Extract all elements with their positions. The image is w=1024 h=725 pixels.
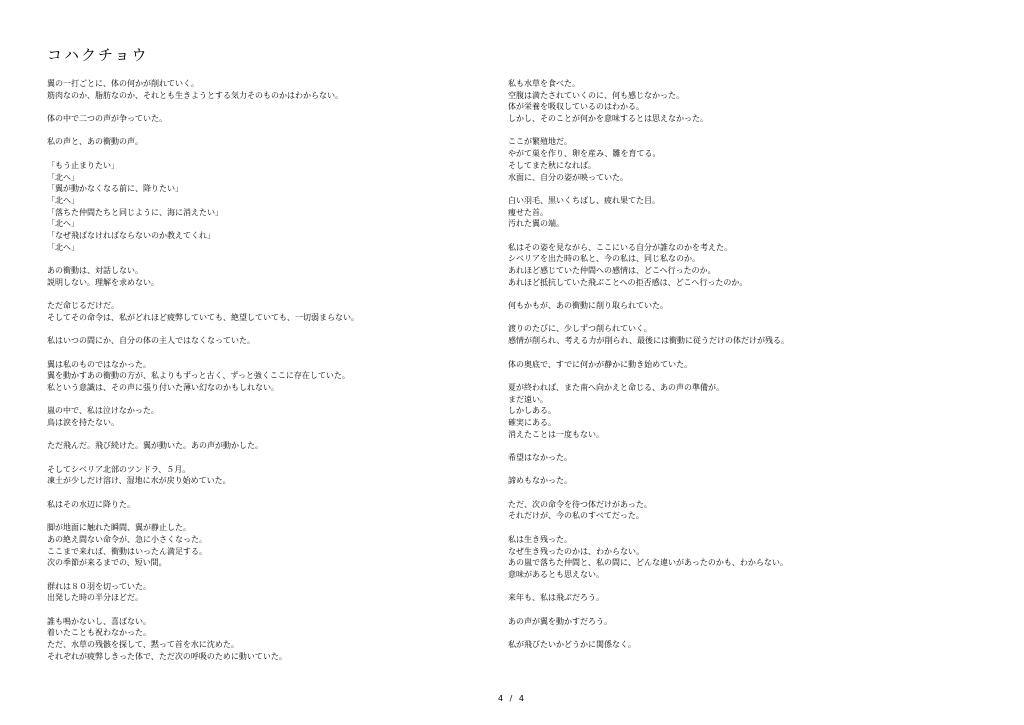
text-line: 説明しない。理解を求めない。 (47, 277, 159, 287)
text-line: それぞれが疲弊しきった体で、ただ次の呼吸のために動いていた。 (47, 651, 287, 661)
text-line: 私の声と、あの衝動の声。 (47, 137, 143, 147)
text-line: 「北へ」 (47, 172, 79, 182)
text-line: ただ、次の命令を待つ体だけがあった。 (508, 499, 652, 509)
text-line: 凍土が少しだけ溶け、湿地に水が戻り始めていた。 (47, 476, 231, 486)
left-column (47, 78, 487, 674)
paragraph (47, 499, 487, 511)
text-line: 次の季節が来るまでの、短い間。 (47, 558, 167, 568)
text-line: あの衝動は、対話しない。 (47, 266, 143, 275)
text-line: そしてまた秋になれば。 (508, 160, 596, 170)
text-line: 私はいつの間にか、自分の体の主人ではなくなっていた。 (47, 336, 255, 346)
text-line: 誰も鳴かないし、喜ばない。 (47, 616, 151, 626)
text-line: 鳥は涙を持たない。 (47, 417, 119, 427)
text-line: 何もかもが、あの衝動に削り取られていた。 (508, 301, 668, 311)
paragraph (508, 639, 968, 651)
text-line: あの嵐で落ちた仲間と、私の間に、どんな違いがあったのかも、わからない。 (508, 558, 788, 568)
text-line: 体が栄養を吸収しているのはわかる。 (508, 102, 644, 112)
text-line: あの絶え間ない命令が、急に小さくなった。 (47, 534, 207, 544)
text-line: 意味があるとも思えない。 (508, 569, 604, 579)
text-line: 「落ちた仲間たちと同じように、海に消えたい」 (47, 207, 223, 217)
paragraph (508, 195, 968, 230)
text-line: 痩せた首。 (508, 207, 548, 217)
paragraph (508, 499, 968, 522)
text-line: シベリアを出た時の私と、今の私は、同じ私なのか。 (508, 254, 700, 264)
text-line: しかしある。 (508, 406, 556, 416)
paragraph (508, 452, 968, 464)
text-line: そしてシベリア北部のツンドラ、５月。 (47, 464, 191, 474)
paragraph (508, 616, 968, 628)
paragraph (508, 475, 968, 487)
text-line: 消えたことは一度もない。 (508, 429, 604, 439)
text-line: それだけが、今の私のすべてだった。 (508, 511, 644, 521)
text-line: 「翼が動かなくなる前に、降りたい」 (47, 184, 183, 194)
paragraph (47, 113, 487, 125)
text-line: 私という意識は、その声に張り付いた薄い幻なのかもしれない。 (47, 382, 279, 392)
text-line: 夏が終われば、また南へ向かえと命じる、あの声の準備が。 (508, 382, 724, 392)
text-line: 空腹は満たされていくのに、何も感じなかった。 (508, 90, 684, 100)
text-line: 諦めもなかった。 (508, 476, 572, 486)
text-line: 「北へ」 (47, 242, 79, 252)
text-line: 「北へ」 (47, 219, 79, 229)
paragraph (508, 382, 968, 440)
text-line: 感情が削られ、考える力が削られ、最後には衝動に従うだけの体だけが残る。 (508, 336, 789, 346)
text-line: 私は生き残った。 (508, 534, 572, 544)
paragraph (47, 265, 487, 288)
text-line: そしてその命令は、私がどれほど疲弊していても、絶望していても、一切弱まらない。 (47, 312, 359, 322)
text-line: 体の中で二つの声が争っていた。 (47, 114, 167, 124)
text-line: 嵐の中で、私は泣けなかった。 (47, 406, 159, 416)
paragraph (47, 440, 487, 452)
text-line: 「なぜ飛ばなければならないのか教えてくれ」 (47, 230, 215, 240)
right-column (508, 78, 968, 662)
text-line: 翼を動かすあの衝動の方が、私よりもずっと古く、ずっと強くここに存在していた。 (47, 371, 350, 381)
text-line: 翼の一打ごとに、体の何かが削れていく。 (47, 79, 199, 88)
text-line: なぜ生き残ったのかは、わからない。 (508, 546, 644, 556)
text-line: 来年も、私は飛ぶだろう。 (508, 593, 604, 603)
text-line: 汚れた翼の端。 (508, 219, 564, 229)
page-title: コハクチョウ (47, 46, 149, 64)
page-number: 4 / 4 (498, 694, 526, 703)
paragraph (508, 534, 968, 581)
paragraph (47, 160, 487, 254)
text-line: まだ遠い。 (508, 394, 548, 404)
paragraph (47, 581, 487, 604)
paragraph (47, 464, 487, 487)
paragraph (47, 300, 487, 323)
text-line: ここまで来れば、衝動はいったん満足する。 (47, 546, 207, 556)
text-line: 渡りのたびに、少しずつ削られていく。 (508, 324, 652, 334)
text-line: 私はその水辺に降りた。 (47, 499, 135, 509)
paragraph (47, 78, 487, 101)
text-line: ここが繁殖地だ。 (508, 137, 572, 147)
paragraph (47, 136, 487, 148)
text-line: 群れは８０羽を切っていた。 (47, 581, 151, 591)
text-line: 「もう止まりたい」 (47, 160, 119, 170)
text-line: ただ、水草の残骸を探して、黙って首を水に沈めた。 (47, 640, 239, 649)
paragraph (47, 405, 487, 428)
paragraph (508, 323, 968, 346)
paragraph (47, 616, 487, 663)
text-line: 私はその姿を見ながら、ここにいる自分が誰なのかを考えた。 (508, 242, 732, 252)
text-line: 翼は私のものではなかった。 (47, 359, 151, 369)
text-line: 着いたことも祝わなかった。 (47, 628, 151, 638)
paragraph (508, 359, 968, 371)
paragraph (508, 592, 968, 604)
text-line: 希望はなかった。 (508, 453, 572, 462)
text-line: 白い羽毛、黒いくちばし、疲れ果てた目。 (508, 195, 660, 205)
paragraph (508, 300, 968, 312)
paragraph (508, 78, 968, 125)
text-line: ただ飛んだ。飛び続けた。翼が動いた。あの声が動かした。 (47, 441, 263, 451)
paragraph (508, 136, 968, 183)
text-line: あれほど抵抗していた飛ぶことへの拒否感は、どこへ行ったのか。 (508, 277, 748, 287)
paragraph (508, 242, 968, 289)
text-line: 「北へ」 (47, 195, 79, 205)
text-line: 私が飛びたいかどうかに関係なく。 (508, 640, 636, 649)
text-line: しかし、そのことが何かを意味するとは思えなかった。 (508, 114, 708, 124)
text-line: やがて巣を作り、卵を産み、雛を育てる。 (508, 149, 661, 159)
paragraph (47, 335, 487, 347)
text-line: 確実にある。 (508, 417, 556, 427)
text-line: 私も水草を食べた。 (508, 79, 580, 88)
text-line: 筋肉なのか、脂肪なのか、それとも生きようとする気力そのものかはわからない。 (47, 90, 343, 100)
text-line: 脚が地面に触れた瞬間、翼が静止した。 (47, 523, 191, 533)
paragraph (47, 522, 487, 569)
text-line: 体の奥底で、すでに何かが静かに動き始めていた。 (508, 359, 693, 369)
text-line: ただ命じるだけだ。 (47, 301, 119, 311)
text-line: あれほど感じていた仲間への感情は、どこへ行ったのか。 (508, 266, 716, 275)
paragraph (47, 359, 487, 394)
text-line: あの声が翼を動かすだろう。 (508, 616, 612, 626)
text-line: 水面に、自分の姿が映っていた。 (508, 172, 628, 182)
text-line: 出発した時の半分ほどだ。 (47, 593, 143, 603)
